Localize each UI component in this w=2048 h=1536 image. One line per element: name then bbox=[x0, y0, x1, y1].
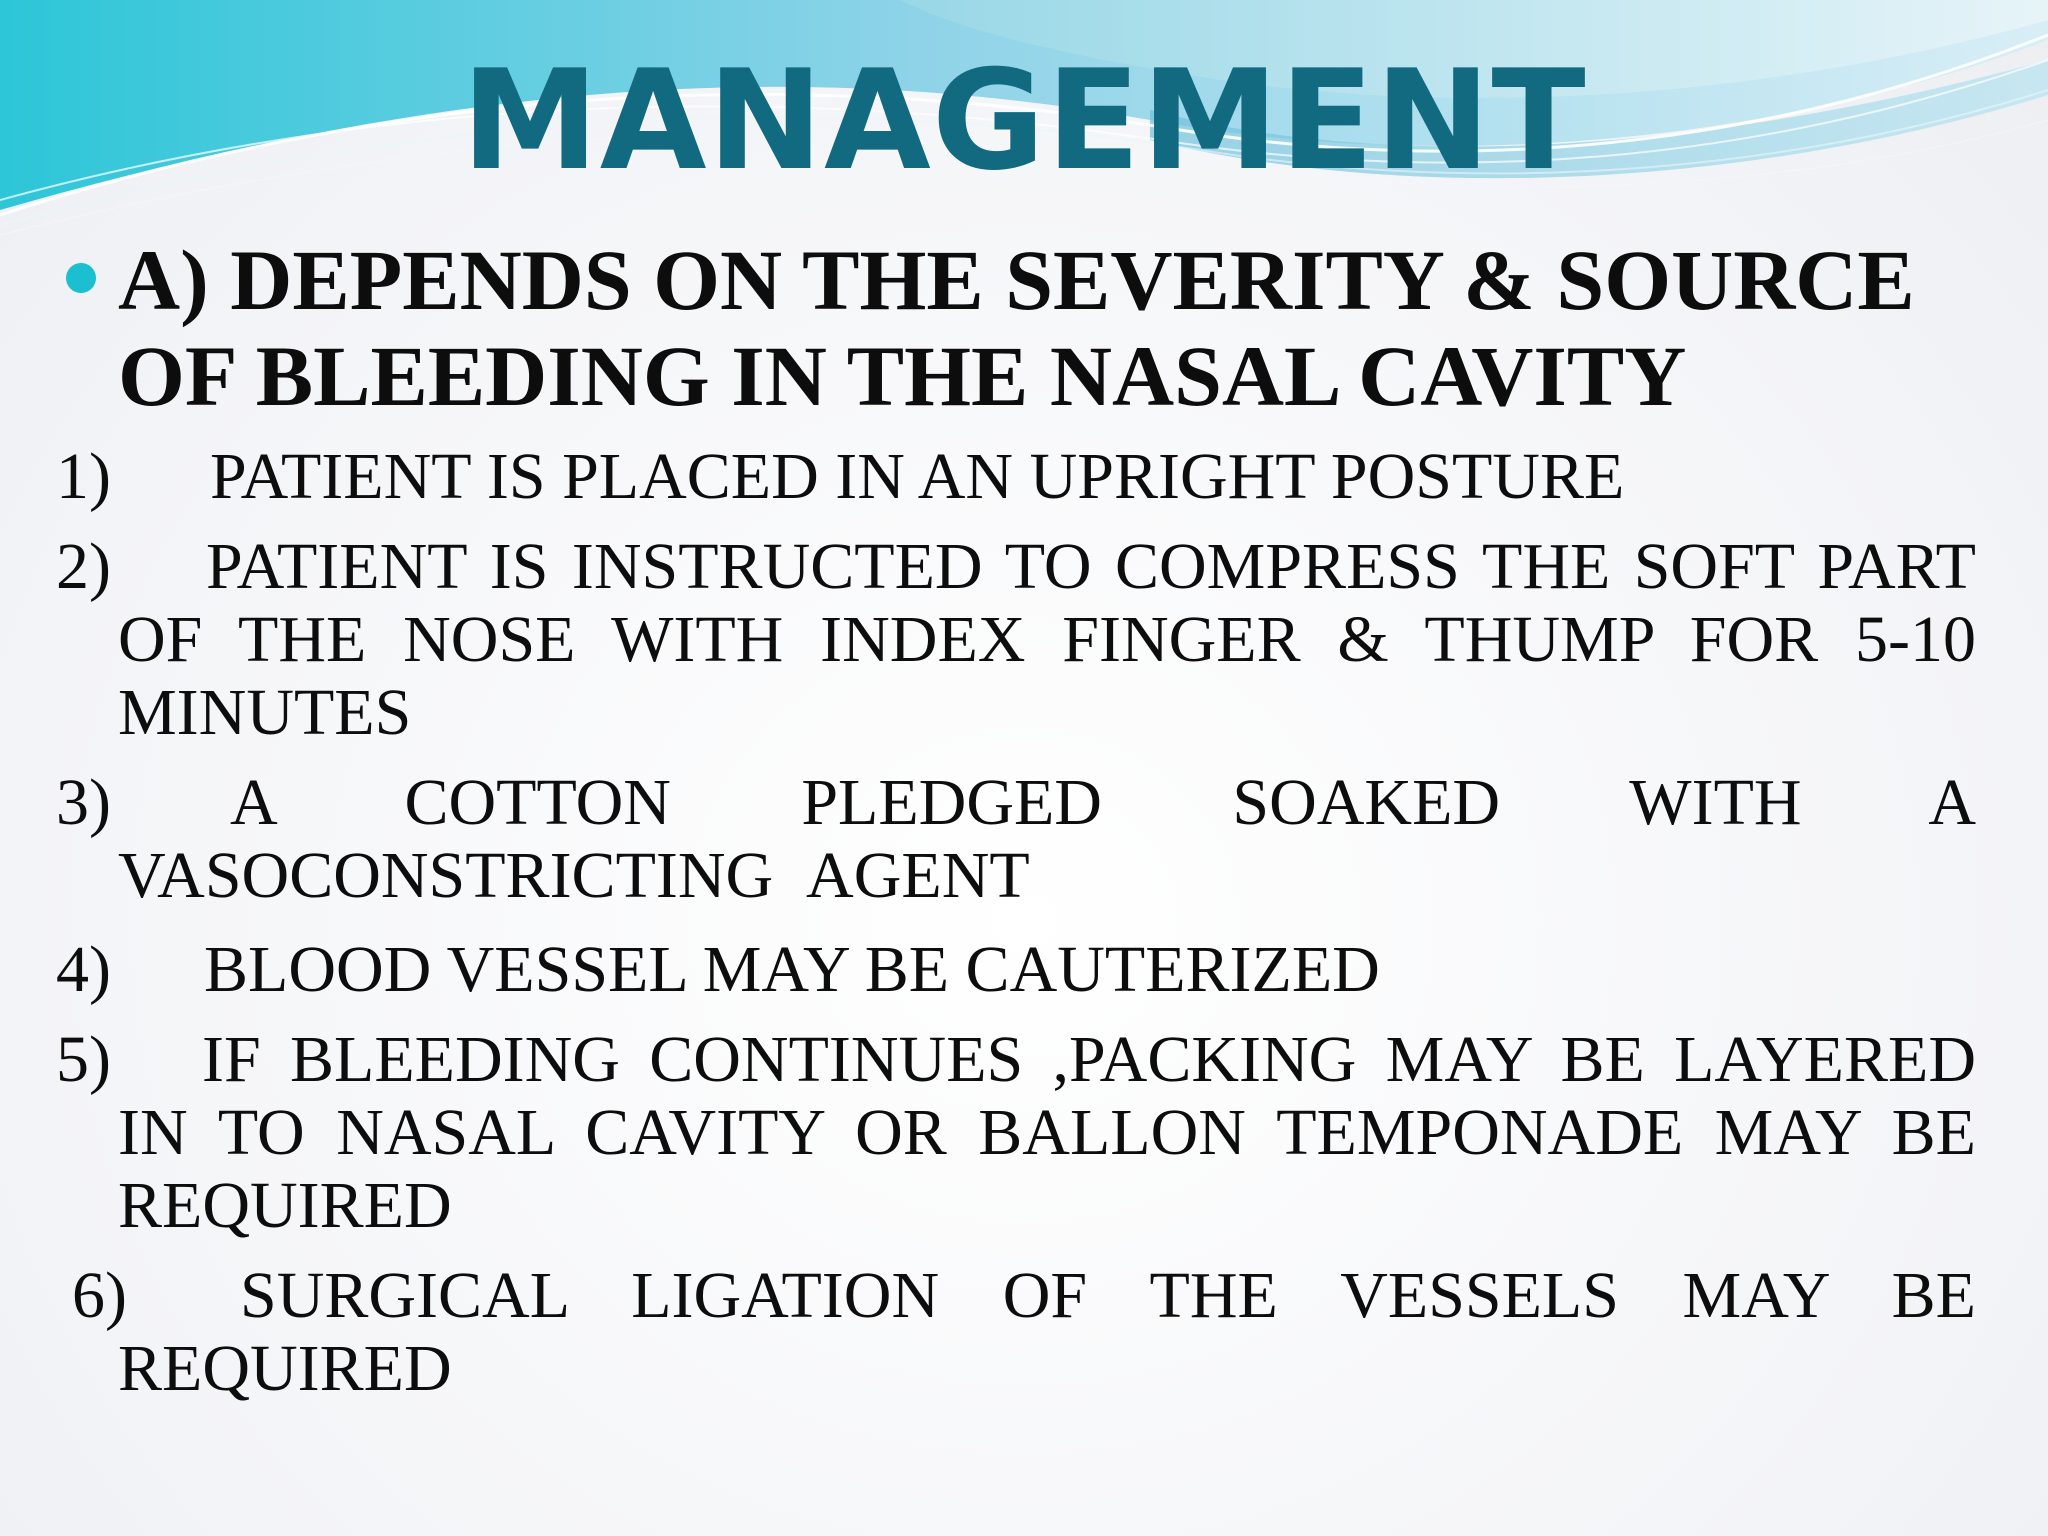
headline-bullet: A) DEPENDS ON THE SEVERITY & SOURCE OF BLEEDING IN THE NASAL CAVITY bbox=[118, 232, 1915, 424]
item-number: 3) bbox=[56, 766, 111, 839]
item-number: 4) bbox=[56, 933, 111, 1006]
item-number: 1) bbox=[56, 440, 111, 513]
item-text: BLOOD VESSEL MAY BE CAUTERIZED bbox=[204, 933, 1380, 1006]
item-text: PATIENT IS PLACED IN AN UPRIGHT POSTURE bbox=[210, 440, 1625, 513]
list-item bbox=[56, 440, 1976, 513]
item-number: 6) bbox=[72, 1259, 127, 1332]
list-item bbox=[56, 933, 1976, 1006]
list-item bbox=[56, 530, 1976, 749]
item-text: A COTTON PLEDGED SOAKED WITH A VASOCONSTRICTING AGENT bbox=[118, 766, 1976, 912]
bullet-dot-icon bbox=[66, 263, 96, 293]
item-text: PATIENT IS INSTRUCTED TO COMPRESS THE SOFT PART OF THE NOSE WITH INDEX FINGER & THUMP FOR 5-10 MINUTES bbox=[118, 530, 1976, 749]
item-text: IF BLEEDING CONTINUES ,PACKING MAY BE LAYERED IN TO NASAL CAVITY OR BALLON TEMPONADE MAY BE REQUIRED bbox=[118, 1023, 1976, 1242]
list-item bbox=[72, 1259, 1976, 1405]
slide-title: MANAGEMENT bbox=[461, 40, 1587, 201]
item-number: 2) bbox=[56, 530, 111, 603]
item-number: 5) bbox=[56, 1023, 111, 1096]
list-item bbox=[56, 1023, 1976, 1242]
list-item bbox=[56, 766, 1976, 912]
item-text: SURGICAL LIGATION OF THE VESSELS MAY BE REQUIRED bbox=[118, 1259, 1976, 1405]
